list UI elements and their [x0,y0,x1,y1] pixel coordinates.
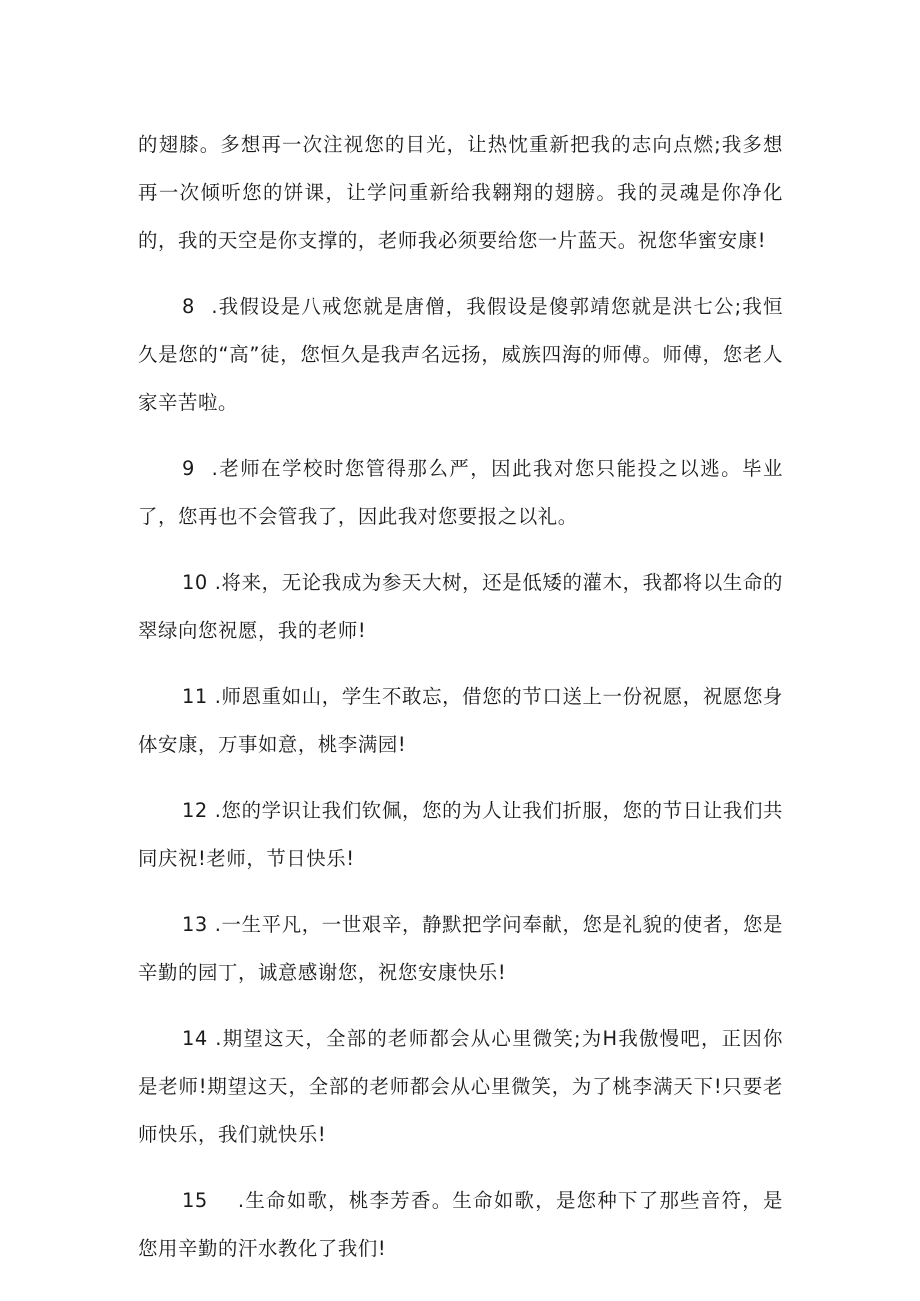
item-text: .将来，无论我成为参天大树，还是低矮的灌木，我都将以生命的翠绿向您祝愿，我的老师! [138,571,783,642]
list-item-15 [138,1177,783,1273]
item-text: .您的学识让我们钦佩，您的为人让我们折服，您的节日让我们共同庆祝!老师，节日快乐! [138,799,783,870]
item-number: 9 [182,457,195,480]
item-text: .期望这天，全部的老师都会从心里微笑;为H我傲慢吧，正因你是老师!期望这天，全部的老师都会从心里微笑，为了桃李满天下!只要老师快乐，我们就快乐! [138,1027,783,1146]
item-number: 12 [182,799,208,822]
list-item-8 [138,283,783,427]
list-item-14 [138,1015,783,1159]
item-text: .师恩重如山，学生不敢忘，借您的节口送上一份祝愿，祝愿您身体安康，万事如意，桃李满园! [138,685,783,756]
intro-paragraph: 的翅膝。多想再一次注视您的目光，让热忱重新把我的志向点燃;我多想再一次倾听您的饼课，让学问重新给我翱翔的翅膀。我的灵魂是你净化的，我的天空是你支撑的，老师我必须要给您一片蓝天。祝您华蜜安康! [138,133,783,252]
item-number: 13 [182,913,208,936]
item-number: 11 [182,685,208,708]
document-body [138,121,783,1291]
item-text: .生命如歌，桃李芳香。生命如歌，是您种下了那些音符，是您用辛勤的汗水教化了我们! [138,1189,783,1260]
list-item-11 [138,673,783,769]
item-number: 15 [182,1189,208,1212]
item-number: 14 [182,1027,208,1050]
list-item-9 [138,445,783,541]
list-item-13 [138,901,783,997]
item-text: .一生平凡，一世艰辛，静默把学问奉献，您是礼貌的使者，您是辛勤的园丁，诚意感谢您，祝您安康快乐! [138,913,783,984]
item-number: 8 [182,295,195,318]
item-text: .老师在学校时您管得那么严，因此我对您只能投之以逃。毕业了，您再也不会管我了，因此我对您要报之以礼。 [138,457,783,528]
list-item-12 [138,787,783,883]
list-item-10 [138,559,783,655]
item-text: .我假设是八戒您就是唐僧，我假设是傻郭靖您就是洪七公;我恒久是您的“高”徒，您恒久是我声名远扬，威族四海的师傅。师傅，您老人家辛苦啦。 [138,295,783,414]
item-number: 10 [182,571,208,594]
